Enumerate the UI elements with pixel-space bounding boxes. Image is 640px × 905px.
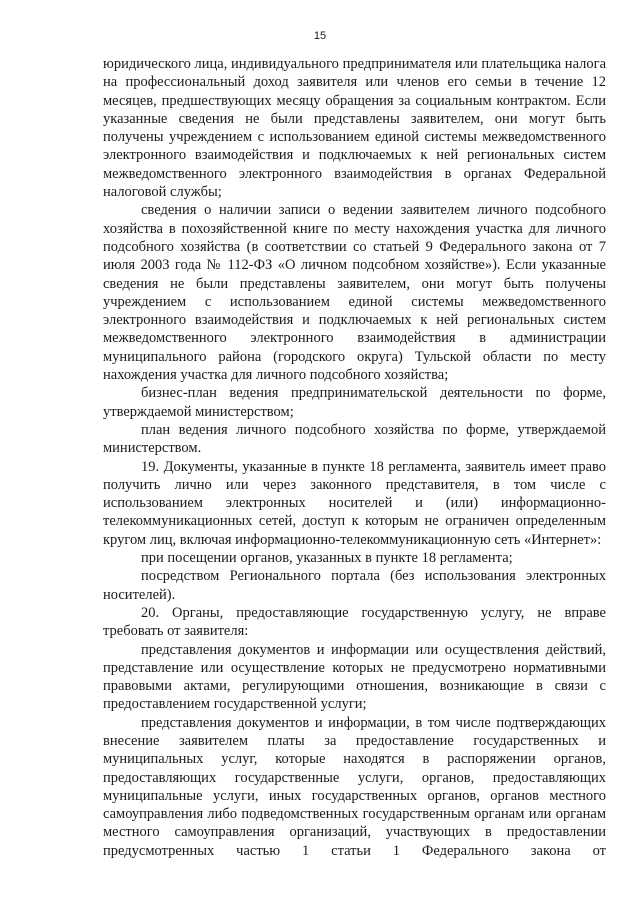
page-number: 15 bbox=[313, 30, 327, 42]
paragraph: представления документов и информации или осуществления действий, представление или осуществление которых не предусмотрено нормативными правовыми актами, регулирующими отношения, возникающие в связи с предоставлением государственной услуги; bbox=[103, 641, 606, 713]
paragraph: сведения о наличии записи о ведении заявителем личного подсобного хозяйства в похозяйственной книге по месту нахождения участка для личного подсобного хозяйства (в соответствии со статьей 9 Федерального закона от 7 июля 2003 года № 112-ФЗ «О личном подсобном хозяйстве»). Если указанные сведения не были представлены заявителем, они могут быть получены учреждением с использованием единой системы межведомственного электронного взаимодействия и подключаемых к ней региональных систем межведомственного электронного взаимодействия в администрации муниципального района (городского округа) Тульской области по месту нахождения участка для личного подсобного хозяйства; bbox=[103, 202, 606, 384]
paragraph-continues: представления документов и информации, в том числе подтверждающих внесение заявителем платы за предоставление государственных и муниципальных услуг, которые находятся в распоряжении органов, предоставляющих государственные услуги, органов, предоставляющих муниципальные услуги, иных государственных органов, органов местного самоуправления либо подведомственных государственным органам или органам местного самоуправления организаций, участвующих в предоставлении предусмотренных частью 1 статьи 1 Федерального закона от bbox=[103, 714, 606, 859]
document-body bbox=[103, 55, 606, 860]
paragraph-item-20: 20. Органы, предоставляющие государственную услугу, не вправе требовать от заявителя: bbox=[103, 604, 606, 640]
paragraph-item-19: 19. Документы, указанные в пункте 18 регламента, заявитель имеет право получить лично или через законного представителя, в том числе с использованием электронных носителей и (или) информационно-телекоммуникационных сетей, доступ к которым не ограничен определенным кругом лиц, включая информационно-телекоммуникационную сеть «Интернет»: bbox=[103, 458, 606, 548]
paragraph: посредством Регионального портала (без использования электронных носителей). bbox=[103, 568, 606, 603]
paragraph: при посещении органов, указанных в пункте 18 регламента; bbox=[141, 550, 513, 567]
paragraph: бизнес-план ведения предпринимательской деятельности по форме, утверждаемой министерством; bbox=[103, 385, 606, 420]
paragraph-continued: юридического лица, индивидуального предпринимателя или плательщика налога на профессиональный доход заявителя или членов его семьи в течение 12 месяцев, предшествующих месяцу обращения за социальным контрактом. Если указанные сведения не были представлены заявителем, они могут быть получены учреждением с использованием единой системы межведомственного электронного взаимодействия и подключаемых к ней региональных систем межведомственного электронного взаимодействия в органах Федеральной налоговой службы; bbox=[103, 56, 606, 201]
paragraph: план ведения личного подсобного хозяйства по форме, утверждаемой министерством. bbox=[103, 421, 606, 457]
